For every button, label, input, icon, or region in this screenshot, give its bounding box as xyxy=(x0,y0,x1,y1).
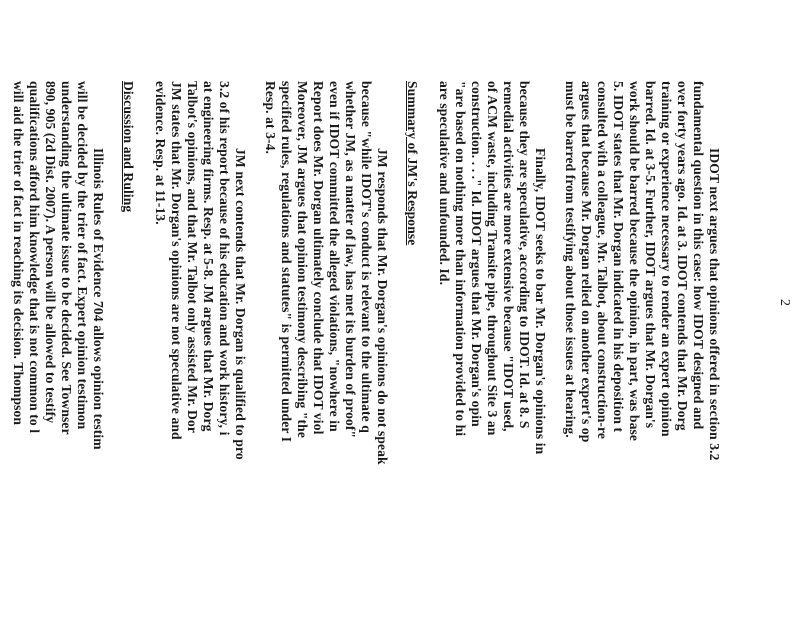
text-line: because "while IDOT's conduct is relevant to the ultimate q xyxy=(359,81,374,433)
section-heading: Discussion and Ruling xyxy=(121,81,136,213)
text-line: argues that because Mr. Dorgan relied on another expert's op xyxy=(579,81,594,443)
text-line: will aid the trier of fact in reaching its decision. Thompson xyxy=(11,81,26,426)
text-line: Moreover, JM argues that opinion testimony describing "the xyxy=(295,81,310,438)
text-line: construction. . . ." Id. IDOT argues that Mr. Dorgan's opin xyxy=(469,81,484,427)
text-line: Report does Mr. Dorgan ultimately conclude that IDOT viol xyxy=(311,81,326,435)
text-line: are speculative and unfounded. Id. xyxy=(437,81,452,286)
text-line: training or experience necessary to render an expert opinion xyxy=(659,81,674,437)
text-line: will be decided by the trier of fact. Expert opinion testimon xyxy=(75,81,90,430)
text-line: understanding the ultimate issue to be decided. See Townser xyxy=(59,81,74,435)
text-line: Illinois Rules of Evidence 704 allows opinion testim xyxy=(91,148,106,450)
text-line: even if IDOT committed the alleged violations, "nowhere in xyxy=(327,81,342,432)
text-line: JM next contends that Mr. Dorgan is qualified to pro xyxy=(233,148,248,460)
text-line: specified rules, regulations and statutes" is permitted under I xyxy=(279,81,294,443)
text-line: remedial activities are more extensive because "IDOT used, xyxy=(501,81,516,432)
text-line: Resp. at 3-4. xyxy=(263,81,278,155)
text-line: JM states that Mr. Dorgan's opinions are not speculative and xyxy=(169,81,184,440)
text-line: "are based on nothing more than information provided to hi xyxy=(453,81,468,437)
text-line: because they are speculative, according to IDOT. Id. at 8. S xyxy=(517,81,532,429)
text-line: 5. IDOT states that Mr. Dorgan indicated in his deposition t xyxy=(611,81,626,433)
text-line: work should be barred because the opinion, in part, was base xyxy=(627,81,642,441)
text-line: consulted with a colleague, Mr. Talbot, about construction-re xyxy=(595,81,610,440)
text-line: over forty years ago. Id. at 3. IDOT contends that Mr. Dorg xyxy=(675,81,690,431)
text-line: at engineering firms. Resp. at 5-8. JM argues that Mr. Dorg xyxy=(201,81,216,432)
text-line: 3.2 of his report because of his education and work history, i xyxy=(217,81,232,436)
text-line: must be barred from testifying about those issues at hearing. xyxy=(563,81,578,438)
text-line: of ACM waste, including Transite pipe, throughout Site 3 an xyxy=(485,81,500,436)
text-line: fundamental question in this case: how IDOT designed and xyxy=(691,81,706,430)
page-number: 2 xyxy=(777,299,792,306)
text-line: evidence. Resp. at 11-13. xyxy=(153,81,168,225)
text-line: qualifications afford him knowledge that is not common to l xyxy=(27,81,42,434)
text-line: 890, 905 (2d Dist. 2007). A person will be allowed to testify xyxy=(43,81,58,424)
text-line: Talbot's opinions, and that Mr. Talbot only assisted Mr. Dor xyxy=(185,81,200,433)
text-line: barred. Id. at 3-5. Further, IDOT argues that Mr. Dorgan's xyxy=(643,81,658,429)
text-line: whether JM, as a matter of law, has met its burden of proof" xyxy=(343,81,358,439)
text-line: JM responds that Mr. Dorgan's opinions do not speak xyxy=(375,148,390,465)
text-line: IDOT next argues that opinions offered in section 3.2 xyxy=(707,148,722,461)
text-line: Finally, IDOT seeks to bar Mr. Dorgan's opinions in xyxy=(533,148,548,455)
section-heading: Summary of JM's Response xyxy=(405,81,420,246)
